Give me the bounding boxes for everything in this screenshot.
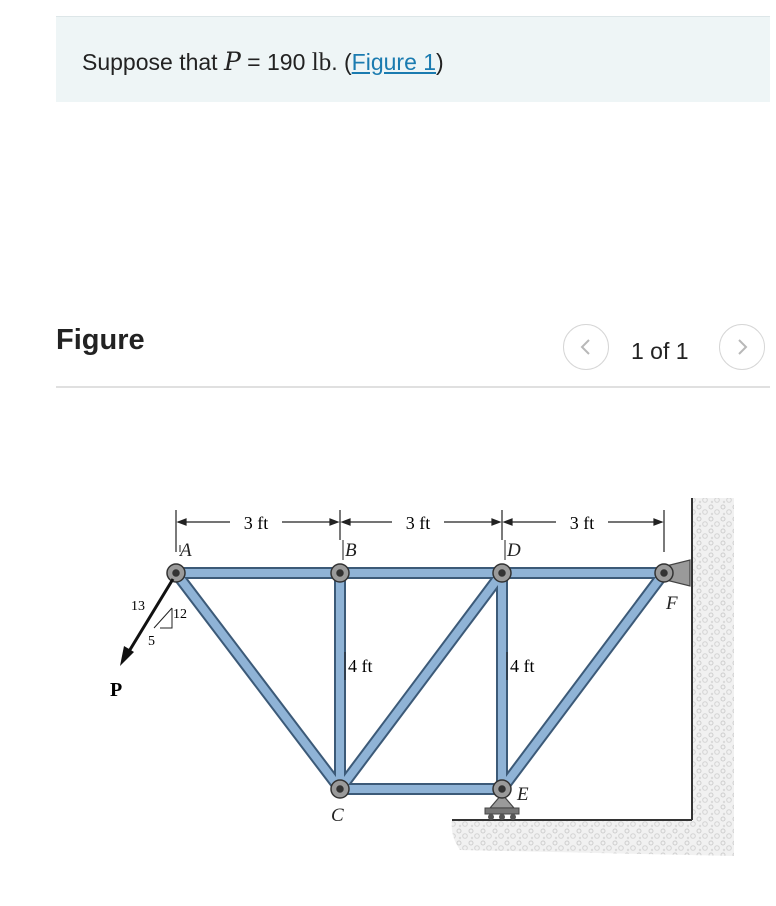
height-label: 4 ft bbox=[510, 656, 535, 676]
chevron-right-icon bbox=[734, 337, 750, 357]
height-label: 4 ft bbox=[348, 656, 373, 676]
joint-label-a: A bbox=[180, 540, 192, 561]
load-variable: P bbox=[223, 47, 241, 76]
dimension-label: 3 ft bbox=[569, 513, 595, 533]
slope-label-vert: 12 bbox=[173, 607, 187, 622]
prompt-paren-close: ) bbox=[436, 49, 444, 75]
ground-support bbox=[452, 820, 734, 856]
prompt-equals: = 190 bbox=[240, 49, 312, 75]
figure-divider bbox=[56, 386, 770, 388]
joint-label-f: F bbox=[666, 593, 678, 614]
previous-figure-button[interactable] bbox=[563, 324, 609, 370]
question-prompt-box bbox=[56, 16, 770, 102]
prompt-paren-open: . ( bbox=[331, 49, 352, 75]
figure-pager: 1 of 1 bbox=[631, 338, 689, 364]
figure-heading: Figure bbox=[56, 324, 145, 356]
joint-label-c: C bbox=[331, 805, 344, 826]
load-arrow bbox=[120, 579, 173, 666]
truss-figure bbox=[0, 480, 776, 880]
truss-members bbox=[176, 573, 664, 789]
joint-label-d: D bbox=[507, 540, 521, 561]
load-label-p: P bbox=[110, 679, 123, 701]
next-figure-button[interactable] bbox=[719, 324, 765, 370]
question-prompt bbox=[82, 47, 444, 77]
slope-label-horiz: 5 bbox=[148, 634, 155, 649]
joint-label-e: E bbox=[517, 784, 529, 805]
load-unit: lb bbox=[311, 49, 332, 76]
figure-link[interactable]: Figure 1 bbox=[351, 49, 437, 75]
wall-support bbox=[692, 498, 734, 852]
joint-label-b: B bbox=[345, 540, 357, 561]
dimension-label: 3 ft bbox=[243, 513, 269, 533]
prompt-prefix: Suppose that bbox=[82, 49, 224, 75]
chevron-left-icon bbox=[578, 337, 594, 357]
dimension-label: 3 ft bbox=[405, 513, 431, 533]
slope-label-hyp: 13 bbox=[131, 599, 145, 614]
